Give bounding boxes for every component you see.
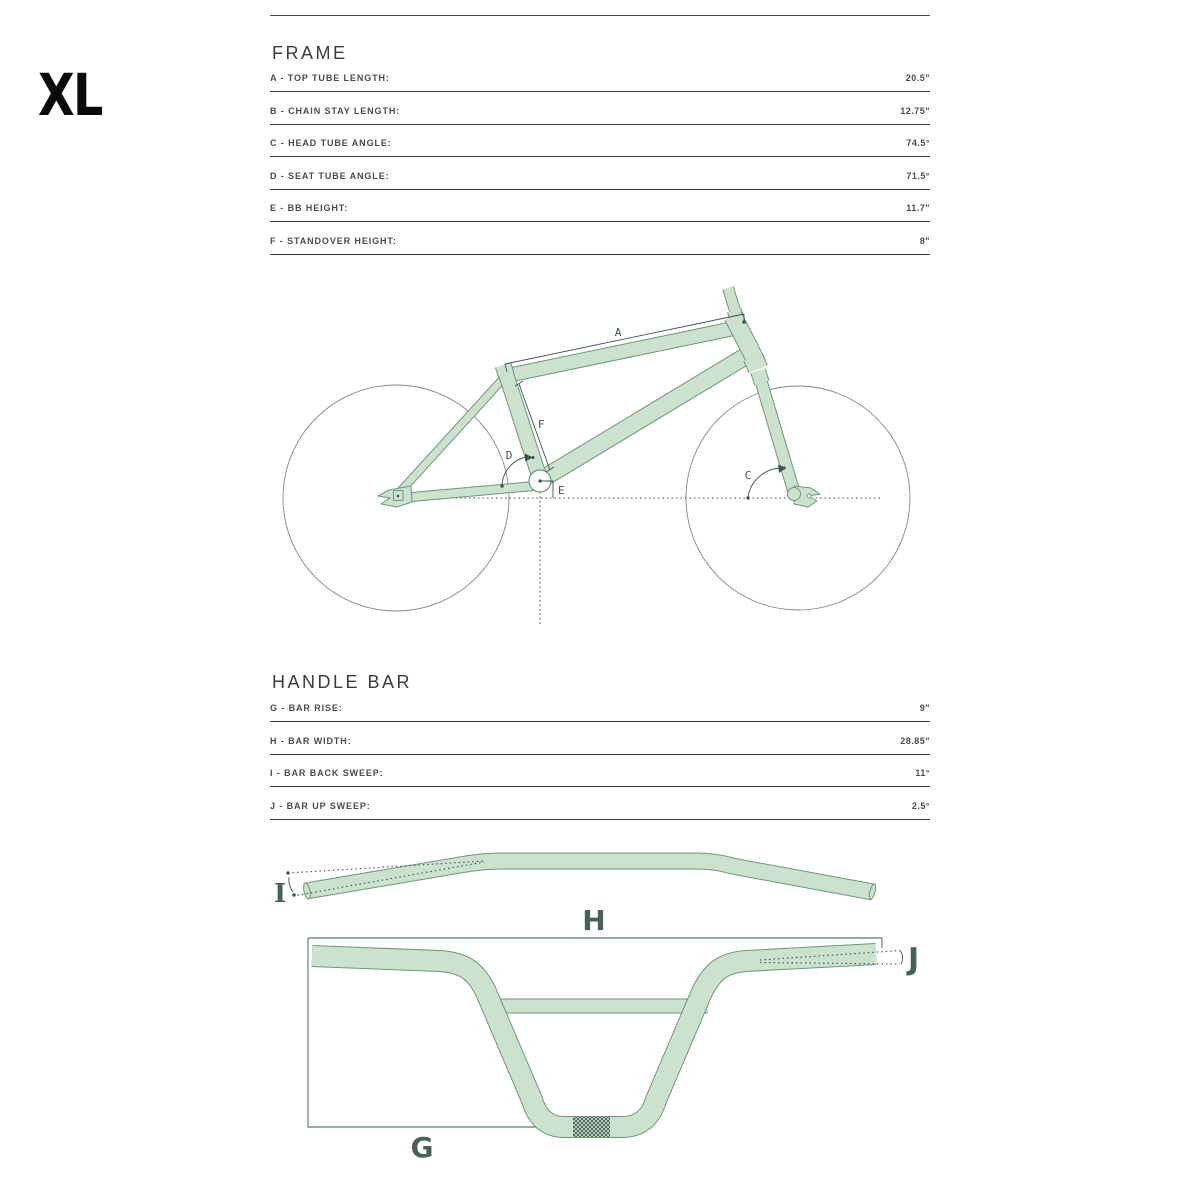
spec-row [270,136,930,157]
spec-value: 12.75" [900,106,930,116]
spec-label: A - TOP TUBE LENGTH: [270,73,390,83]
spec-value: 28.85" [900,736,930,746]
label-i: I [274,879,287,909]
dimension-h [308,904,882,948]
label-e: E [558,484,565,497]
spec-row [270,701,930,722]
spec-row [270,766,930,787]
spec-value: 9" [919,703,930,713]
front-dropout [788,486,821,507]
spec-label: G - BAR RISE: [270,703,343,713]
spec-label: E - BB HEIGHT: [270,203,349,213]
spec-label: C - HEAD TUBE ANGLE: [270,138,392,148]
spec-label: B - CHAIN STAY LENGTH: [270,106,401,116]
spec-row [270,234,930,255]
spec-row [270,799,930,820]
handlebar-front-view [270,895,930,1179]
dimension-c [745,465,786,500]
spec-label: J - BAR UP SWEEP: [270,801,371,811]
spec-value: 20.5" [905,73,930,83]
spec-content-column [270,0,930,1179]
spec-row [270,201,930,222]
top-divider [270,15,930,16]
frame-diagram [270,280,930,630]
clamp-knurl-area [573,1117,610,1137]
frame-tubes [398,288,794,498]
spec-value: 11.7" [906,203,930,213]
spec-label: F - STANDOVER HEIGHT: [270,236,397,246]
spec-value: 74.5° [906,138,930,148]
spec-label: D - SEAT TUBE ANGLE: [270,171,390,181]
rear-dropout [378,486,412,507]
spec-value: 2.5° [911,801,930,811]
label-j: J [908,942,920,977]
label-f: F [538,418,545,431]
spec-value: 11° [915,768,930,778]
spec-row [270,104,930,125]
spec-row [270,169,930,190]
spec-value: 8" [919,236,930,246]
frame-size-label: XL [38,61,102,129]
frame-section-title: FRAME [272,43,348,63]
label-a: A [614,326,622,339]
spec-row [270,71,930,92]
label-c: C [744,469,752,482]
handlebar-section-title: HANDLE BAR [272,672,413,692]
label-d: D [505,449,513,462]
handlebar-front-tube [312,954,876,1137]
spec-label: I - BAR BACK SWEEP: [270,768,384,778]
spec-value: 71.5° [906,171,930,181]
spec-row [270,734,930,755]
label-h: H [582,904,606,937]
spec-label: H - BAR WIDTH: [270,736,352,746]
label-g: G [410,1131,434,1164]
